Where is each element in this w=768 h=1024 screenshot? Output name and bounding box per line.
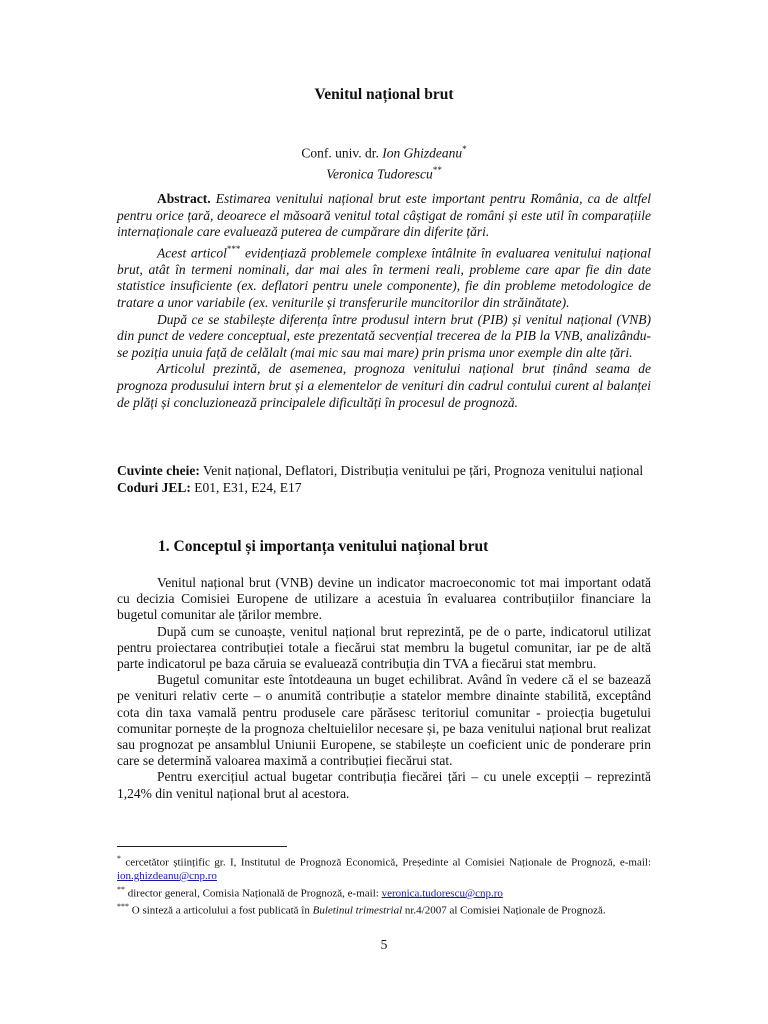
paper-title: Venitul național brut [314, 86, 454, 103]
author-2-name: Veronica Tudorescu [326, 166, 433, 181]
keywords-label: Cuvinte cheie: [117, 463, 200, 478]
author-1-prefix: Conf. univ. dr. [301, 145, 379, 161]
footnote-2 [117, 883, 651, 901]
abstract-text-2b: evidențiază problemele complexe întâlnite în evaluarea venitului național brut, atât în termeni nominali, dar mai ales în termeni reali, probleme care apar fie din date statistice insuficiente (ex. deflatori pentru unele componente), fie din probleme metodologice de tratare a unor variabile (ex. veniturile și transferurile muncitorilor din străinătate). [117, 245, 651, 311]
keywords-value: Venit național, Deflatori, Distribuția venitului pe țări, Prognoza venitului național [203, 463, 644, 478]
body-paragraph-4: Pentru exercițiul actual bugetar contribuția fiecărei țări – cu unele excepții – reprezintă 1,24% din venitul național brut al acestora. [117, 769, 651, 801]
footnote-3-text-b: nr.4/2007 al Comisiei Naționale de Prognoză. [402, 904, 606, 917]
footnote-divider [117, 846, 287, 847]
section-body [117, 575, 651, 802]
author-block [0, 141, 768, 182]
footnote-2-text: director general, Comisia Națională de Prognoză, e-mail: [127, 887, 382, 900]
page-number: 5 [380, 937, 388, 952]
abstract-paragraph-3: După ce se stabilește diferența între produsul intern brut (PIB) și venitul național (VNB) din punct de vedere conceptual, este prezentată secvențial trecerea de la PIB la VNB, analizându-se poziția unuia față de celălalt (mai mic sau mai mare) prin prisma unor exemple din alte țări. [117, 311, 651, 360]
footnote-1-email-link[interactable]: ion.ghizdeanu@cnp.ro [117, 869, 217, 882]
jel-codes-line [117, 479, 651, 496]
footnote-2-mark: ** [117, 884, 125, 894]
footnote-3-publication: Buletinul trimestrial [312, 904, 403, 917]
jel-value: E01, E31, E24, E17 [194, 480, 302, 495]
abstract [117, 191, 651, 411]
footnote-3-text-a: O sinteză a articolului a fost publicată în [131, 904, 313, 917]
abstract-label: Abstract. [157, 191, 211, 206]
body-paragraph-2: După cum se cunoaște, venitul național brut reprezintă, pe de o parte, indicatorul utilizat pentru proiectarea contribuției totale a fiecărui stat membru la bugetul comunitar, iar pe de altă parte indicatorul pe baza căruia se evaluează contribuția din TVA a fiecărui stat membru. [117, 623, 651, 672]
abstract-footnote-mark: *** [226, 243, 241, 254]
keywords-line [117, 462, 651, 479]
body-paragraph-1: Venitul național brut (VNB) devine un indicator macroeconomic tot mai important odată cu decizia Comisiei Europene de utilizare a acestuia în evaluarea contribuțiilor financiare la bugetul comunitar ale țărilor membre. [117, 575, 651, 623]
abstract-text-2a: Acest articol [157, 245, 227, 261]
keywords-block [117, 462, 651, 496]
footnote-3 [117, 900, 651, 918]
abstract-paragraph-1 [117, 191, 651, 241]
author-line-1 [0, 141, 768, 162]
abstract-paragraph-2 [117, 241, 651, 312]
author-1-footnote-mark: * [462, 144, 467, 154]
footnotes [117, 852, 651, 918]
jel-label: Coduri JEL: [117, 480, 191, 495]
footnote-1-mark: * [117, 854, 121, 863]
section-heading: 1. Conceptul și importanța venitului național brut [158, 538, 489, 555]
footnote-1-text: cercetător științific gr. I, Institutul de Prognoză Economică, Președinte al Comisiei Naționale de Prognoză, e-mail: [125, 856, 652, 869]
author-line-2 [0, 162, 768, 183]
body-paragraph-3: Bugetul comunitar este întotdeauna un buget echilibrat. Având în vedere că el se bazează pe venituri relativ certe – o anumită contribuție a statelor membre dinainte stabilită, exceptând cota din taxa vamală pentru produsele care părăsesc teritoriul comunitar - proiecția bugetului comunitar pornește de la prognoza cheltuielilor necesare și, pe baza venitului național brut realizat sau prognozat pe ansamblul Uniunii Europene, se stabilește un coeficient unic de ponderare prin care se determină valoarea maximă a contribuției fiecărui stat. [117, 672, 651, 769]
footnote-2-email-link[interactable]: veronica.tudorescu@cnp.ro [381, 887, 503, 900]
abstract-text-1: Estimarea venitului național brut este important pentru România, ca de altfel pentru orice țară, deoarece el măsoară venitul total câștigat de români și este util în comparațiile internaționale care evaluează puterea de cumpărare din diferite țări. [117, 191, 651, 240]
footnote-3-mark: *** [117, 902, 129, 912]
author-2-footnote-mark: ** [432, 164, 442, 175]
abstract-paragraph-4: Articolul prezintă, de asemenea, prognoza venitului național brut ținând seama de prognoza produsului intern brut și a elementelor de venituri din cadrul contului curent al balanței de plăți și concluzionează principalele dificultăți în procesul de prognoză. [117, 361, 651, 410]
footnote-1 [117, 852, 651, 883]
author-1-name: Ion Ghizdeanu [382, 145, 463, 161]
